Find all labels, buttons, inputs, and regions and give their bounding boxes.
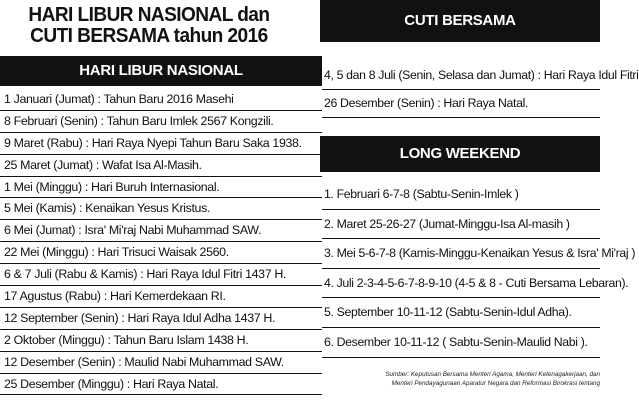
cuti-bersama-list [322, 62, 639, 118]
holiday-list-item: 5 Mei (Kamis) : Kenaikan Yesus Kristus. [0, 198, 322, 220]
holiday-list-item: 12 September (Senin) : Hari Raya Idul Adha 1437 H. [0, 308, 322, 330]
holiday-list-item: 1 Mei (Minggu) : Hari Buruh Internasional. [0, 177, 322, 199]
holiday-list-item: 1 Januari (Jumat) : Tahun Baru 2016 Masehi [0, 89, 322, 111]
section-header-cuti-bersama: CUTI BERSAMA [320, 0, 600, 42]
holiday-list-item: 22 Mei (Minggu) : Hari Trisuci Waisak 2560. [0, 242, 322, 264]
holiday-list-item: 17 Agustus (Rabu) : Hari Kemerdekaan RI. [0, 286, 322, 308]
holiday-list-item: 25 Desember (Minggu) : Hari Raya Natal. [0, 374, 322, 396]
holiday-list-item: 8 Februari (Senin) : Tahun Baru Imlek 2567 Kongzili. [0, 111, 322, 133]
long-weekend-list-item: 6. Desember 10-11-12 ( Sabtu-Senin-Maulid Nabi ). [322, 328, 600, 358]
holiday-list-item: 12 Desember (Senin) : Maulid Nabi Muhammad SAW. [0, 352, 322, 374]
holiday-list-item: 6 Mei (Jumat) : Isra' Mi'raj Nabi Muhammad SAW. [0, 220, 322, 242]
source-note-line-1: Sumber: Keputusan Bersama Menteri Agama, Menteri Ketenagakerjaan, dan [385, 371, 600, 378]
holiday-list-item: 6 & 7 Juli (Rabu & Kamis) : Hari Raya Idul Fitri 1437 H. [0, 264, 322, 286]
page-title [2, 4, 296, 46]
source-note [375, 370, 600, 388]
holiday-list-item: 2 Oktober (Minggu) : Tahun Baru Islam 1438 H. [0, 330, 322, 352]
page-title-line-1: HARI LIBUR NASIONAL dan [28, 3, 270, 26]
holiday-list-item: 9 Maret (Rabu) : Hari Raya Nyepi Tahun Baru Saka 1938. [0, 133, 322, 155]
cuti-bersama-list-item: 4, 5 dan 8 Juli (Senin, Selasa dan Jumat) : Hari Raya Idul Fitri [322, 62, 600, 90]
long-weekend-list-item: 5. September 10-11-12 (Sabtu-Senin-Idul Adha). [322, 298, 600, 328]
section-header-libur-nasional: HARI LIBUR NASIONAL [0, 56, 322, 86]
source-note-line-2: Menteri Pendayagunaan Aparatur Negara dan Reformasi Birokrasi tentang [391, 380, 600, 388]
long-weekend-list-item: 3. Mei 5-6-7-8 (Kamis-Minggu-Kenaikan Yesus & Isra' Mi'raj ) [322, 239, 600, 269]
long-weekend-list-item: 1. Februari 6-7-8 (Sabtu-Senin-Imlek ) [322, 180, 600, 210]
long-weekend-list-item: 4. Juli 2-3-4-5-6-7-8-9-10 (4-5 & 8 - Cuti Bersama Lebaran). [322, 269, 600, 299]
long-weekend-list-item: 2. Maret 25-26-27 (Jumat-Minggu-Isa Al-masih ) [322, 210, 600, 240]
holiday-list-item: 25 Maret (Jumat) : Wafat Isa Al-Masih. [0, 155, 322, 177]
cuti-bersama-list-item: 26 Desember (Senin) : Hari Raya Natal. [322, 90, 600, 118]
section-header-long-weekend: LONG WEEKEND [320, 136, 600, 172]
page-title-line-2: CUTI BERSAMA tahun 2016 [30, 24, 268, 47]
long-weekend-list [322, 180, 636, 358]
holiday-list [0, 89, 322, 395]
